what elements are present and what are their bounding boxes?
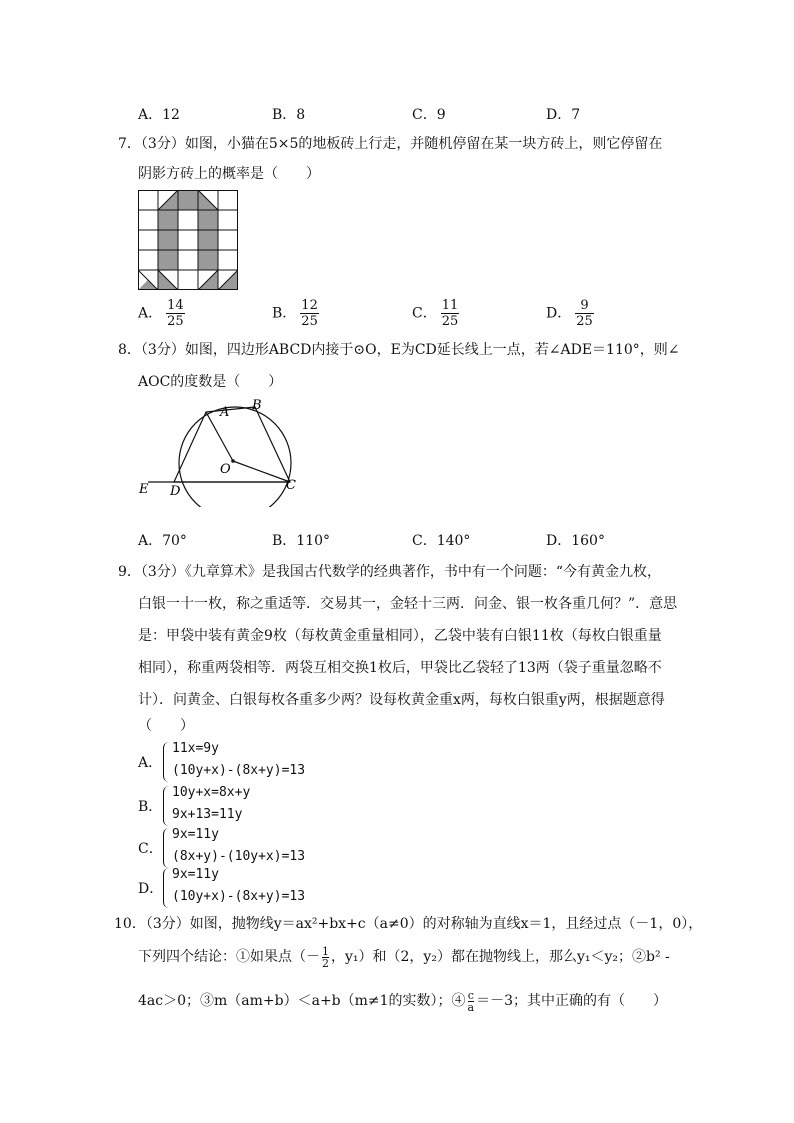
label-b: B bbox=[252, 398, 262, 413]
quadrilateral-abcd bbox=[174, 407, 290, 482]
q10-text-line-1: 10．（3分）如图，抛物线y＝ax²+bx+c（a≠0）的对称轴为直线x＝1，且经过点（－1，0）， bbox=[114, 916, 703, 932]
q9-option-b-letter: B． bbox=[138, 799, 163, 815]
q7-text-line-2: 阴影方砖上的概率是（ ） bbox=[138, 166, 320, 182]
circle-quadrilateral-figure bbox=[130, 395, 310, 507]
shaded-tile bbox=[198, 230, 218, 250]
q9-option-d-system: 9x=11y (10y+x)-(8x+y)=13 bbox=[172, 867, 306, 904]
label-o: O bbox=[220, 462, 231, 477]
fraction: $\frac{14}{25}$ bbox=[167, 298, 184, 329]
q7-option-a: A． $\frac{14}{25}$ bbox=[138, 298, 184, 329]
q9-text-line-2: 白银一十一枚，称之重适等．交易其一，金轻十三两．问金、银一枚各重几何？”．意思 bbox=[138, 596, 678, 612]
q10-text-line-3: 4ac＞0；③m（am+b）＜a+b（m≠1的实数）；④ $\frac{c}{a}$ ＝－3；其中正确的有（ ） bbox=[138, 988, 668, 1014]
shaded-tile bbox=[178, 190, 198, 210]
fraction: $\frac{c}{a}$ bbox=[467, 988, 475, 1014]
q9-option-d-letter: D． bbox=[138, 881, 164, 897]
q9-option-b-system: 10y+x=8x+y 9x+13=11y bbox=[172, 785, 251, 822]
fraction: $\frac{9}{25}$ bbox=[576, 298, 593, 329]
shaded-tile bbox=[158, 230, 178, 250]
fraction: $\frac{12}{25}$ bbox=[301, 298, 318, 329]
q10-text-line-2: 下列四个结论：①如果点（－ $\frac{1}{2}$ ，y₁）和（2，y₂）都在抛物线上，那么y₁＜y₂；②b² - bbox=[138, 944, 670, 970]
q6-option-a: A．12 bbox=[138, 107, 180, 123]
q9-text-line-5: 计）．问黄金、白银每枚各重多少两？设每枚黄金重x两，每枚白银重y两，根据题意得 bbox=[138, 692, 665, 708]
circle-o bbox=[179, 407, 291, 507]
q9-text-line-6: （ ） bbox=[138, 718, 194, 734]
q7-option-b: B． $\frac{12}{25}$ bbox=[272, 298, 318, 329]
label-e: E bbox=[139, 482, 149, 497]
tile-grid-figure bbox=[138, 190, 238, 290]
q6-option-d: D．7 bbox=[546, 107, 581, 123]
q9-option-a-system: 11x=9y (10y+x)-(8x+y)=13 bbox=[172, 741, 306, 778]
q7-text-line-1: 7．（3分）如图，小猫在5×5的地板砖上行走，并随机停留在某一块方砖上，则它停留在 bbox=[118, 136, 663, 152]
q7-option-c: C． $\frac{11}{25}$ bbox=[412, 298, 459, 329]
q9-option-a-letter: A． bbox=[138, 755, 163, 771]
brace-icon bbox=[163, 828, 172, 868]
white-tile bbox=[178, 250, 198, 270]
shaded-tile bbox=[198, 250, 218, 270]
shaded-tile bbox=[158, 250, 178, 270]
fraction: $\frac{1}{2}$ bbox=[322, 944, 329, 970]
q8-option-a: A．70° bbox=[138, 533, 187, 549]
q8-text-line-1: 8．（3分）如图，四边形ABCD内接于⊙O，E为CD延长线上一点，若∠ADE＝110°，则∠ bbox=[118, 342, 680, 358]
brace-icon bbox=[163, 742, 172, 782]
q8-option-c: C．140° bbox=[412, 533, 471, 549]
q6-option-b: B．8 bbox=[272, 107, 306, 123]
brace-icon bbox=[163, 868, 172, 908]
label-d: D bbox=[170, 484, 181, 499]
q9-text-line-3: 是：甲袋中装有黄金9枚（每枚黄金重量相同），乙袋中装有白银11枚（每枚白银重量 bbox=[138, 628, 662, 644]
q8-text-line-2: AOC的度数是（ ） bbox=[138, 374, 283, 390]
label-c: C bbox=[286, 478, 296, 493]
q6-option-c: C．9 bbox=[412, 107, 446, 123]
brace-icon bbox=[163, 786, 172, 826]
shaded-tile bbox=[198, 210, 218, 230]
center-point bbox=[231, 459, 235, 463]
q9-option-c-letter: C． bbox=[138, 841, 163, 857]
label-a: A bbox=[220, 405, 230, 420]
q7-option-d: D． $\frac{9}{25}$ bbox=[546, 298, 593, 329]
q9-option-c-system: 9x=11y (8x+y)-(10y+x)=13 bbox=[172, 827, 306, 864]
q8-option-b: B．110° bbox=[272, 533, 331, 549]
fraction: $\frac{11}{25}$ bbox=[441, 298, 459, 329]
shaded-tile bbox=[158, 210, 178, 230]
q9-text-line-1: 9．（3分）《九章算术》是我国古代数学的经典著作，书中有一个问题：“今有黄金九枚， bbox=[118, 564, 661, 580]
q9-text-line-4: 相同），称重两袋相等．两袋互相交换1枚后，甲袋比乙袋轻了13两（袋子重量忽略不 bbox=[138, 660, 662, 676]
q8-option-d: D．160° bbox=[546, 533, 605, 549]
